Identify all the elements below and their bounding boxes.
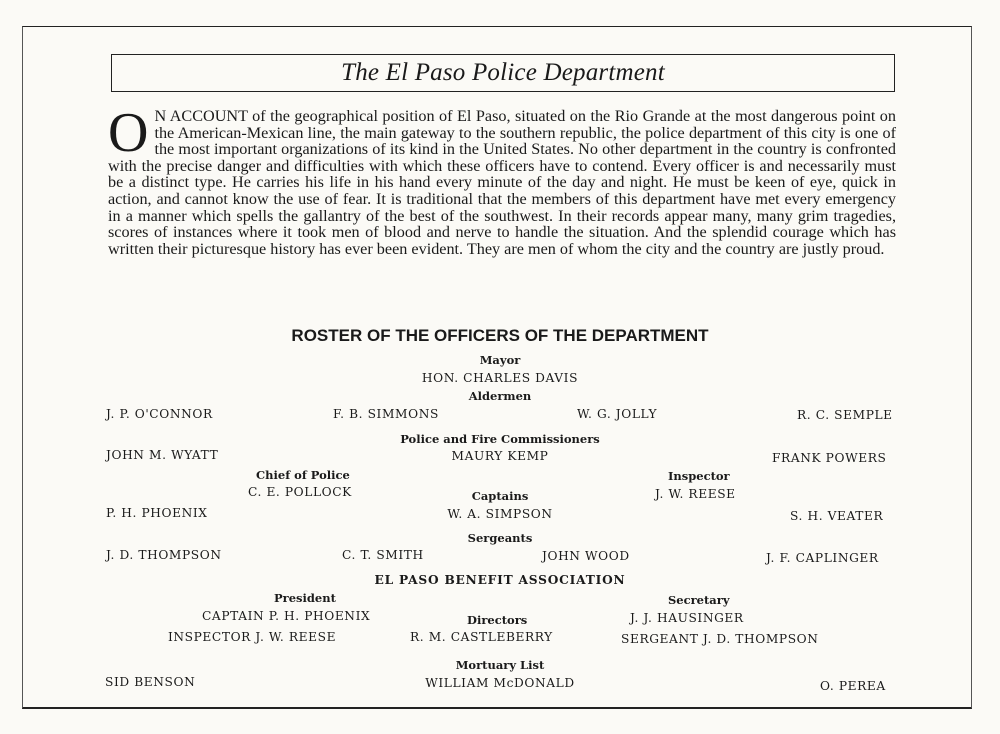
mortuary-name: O. PEREA: [820, 679, 886, 693]
sergeant-name: C. T. SMITH: [342, 548, 424, 562]
commissioner-name: FRANK POWERS: [772, 451, 887, 465]
mortuary-label: Mortuary List: [455, 658, 545, 672]
commissioners-label: Police and Fire Commissioners: [400, 432, 600, 446]
inspector-name: J. W. REESE: [655, 487, 736, 501]
captain-name: S. H. VEATER: [790, 509, 884, 523]
sergeants-label: Sergeants: [467, 531, 533, 545]
mortuary-name: SID BENSON: [105, 675, 196, 689]
president-name: CAPTAIN P. H. PHOENIX: [202, 609, 371, 623]
aldermen-label: Aldermen: [468, 389, 532, 403]
roster-heading: ROSTER OF THE OFFICERS OF THE DEPARTMENT: [291, 326, 709, 345]
mayor-label: Mayor: [479, 353, 521, 367]
alderman-name: F. B. SIMMONS: [333, 407, 439, 421]
sergeant-name: J. F. CAPLINGER: [766, 551, 879, 565]
secretary-name: J. J. HAUSINGER: [630, 611, 744, 625]
commissioner-name: JOHN M. WYATT: [106, 448, 219, 462]
chief-label: Chief of Police: [256, 468, 350, 482]
chief-name: C. E. POLLOCK: [248, 485, 352, 499]
association-heading: EL PASO BENEFIT ASSOCIATION: [374, 573, 626, 587]
director-name: INSPECTOR J. W. REESE: [168, 630, 337, 644]
sergeant-name: JOHN WOOD: [542, 549, 630, 563]
director-name: SERGEANT J. D. THOMPSON: [621, 632, 819, 646]
directors-label: Directors: [467, 613, 528, 627]
secretary-label: Secretary: [668, 593, 730, 607]
inspector-label: Inspector: [668, 469, 730, 483]
mayor-name: HON. CHARLES DAVIS: [421, 371, 579, 385]
page-title: The El Paso Police Department: [341, 59, 665, 86]
sergeant-name: J. D. THOMPSON: [106, 548, 222, 562]
captains-label: Captains: [471, 489, 529, 503]
mortuary-name: WILLIAM McDONALD: [425, 676, 575, 690]
title-box: [111, 54, 895, 92]
alderman-name: J. P. O'CONNOR: [106, 407, 213, 421]
director-name: R. M. CASTLEBERRY: [410, 630, 553, 644]
intro-text: N ACCOUNT of the geographical position of El Paso, situated on the Rio Grande at the most dangerous point on the American-Mexican line, the main gateway to the southern republic, the police department of this city is one of the most important organizations of its kind in the United States. No other department in the country is confronted with the precise danger and difficulties with which these officers have to contend. Every officer is and necessarily must be a distinct type. He carries his life in his hand every minute of the day and night. He must be keen of eye, quick in action, and cannot know the use of fear. It is traditional that the members of this department have met every emergency in a manner which spells the gallantry of the best of the southwest. In their records appear many, many grim tragedies, scores of instances where it took men of blood and nerve to handle the situation. And the splendid courage which has written their picturesque history has ever been evident. They are men of whom the city and the country are justly proud.: [108, 107, 896, 258]
alderman-name: R. C. SEMPLE: [797, 408, 893, 422]
intro-paragraph: [108, 102, 896, 258]
captain-name: P. H. PHOENIX: [106, 506, 208, 520]
commissioner-name: MAURY KEMP: [451, 449, 549, 463]
alderman-name: W. G. JOLLY: [577, 407, 658, 421]
drop-cap: O: [108, 102, 149, 164]
president-label: President: [274, 591, 336, 605]
captain-name: W. A. SIMPSON: [447, 507, 553, 521]
